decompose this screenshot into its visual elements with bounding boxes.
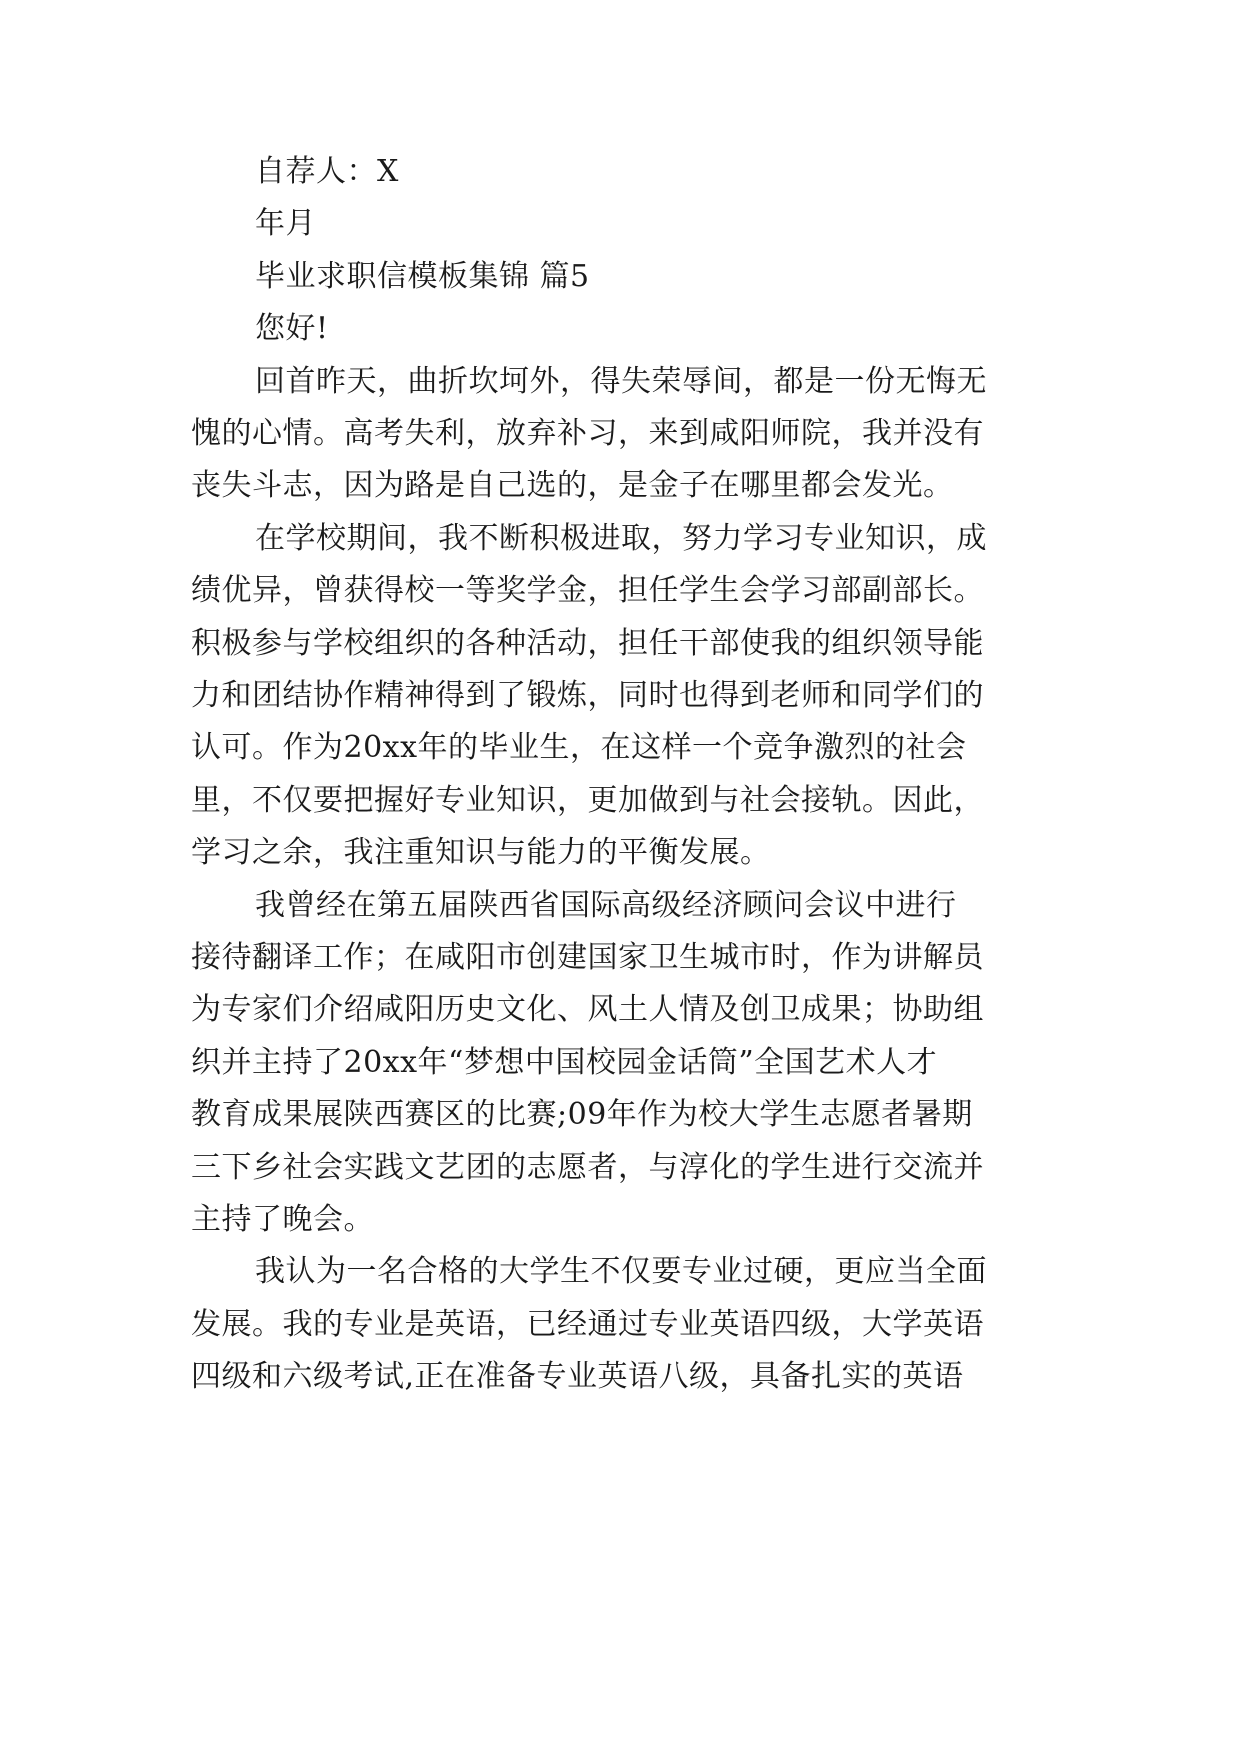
date-line: 年月: [255, 206, 316, 241]
paragraph-line: 回首昨天，曲折坎坷外，得失荣辱间，都是一份无悔无: [255, 364, 987, 399]
section-heading: 毕业求职信模板集锦 篇5: [255, 259, 590, 294]
paragraph-line: 接待翻译工作；在咸阳市创建国家卫生城市时，作为讲解员: [191, 940, 984, 975]
paragraph-line: 我曾经在第五届陕西省国际高级经济顾问会议中进行: [255, 888, 957, 923]
paragraph-line: 学习之余，我注重知识与能力的平衡发展。: [191, 835, 771, 870]
paragraph-line: 在学校期间，我不断积极进取，努力学习专业知识，成: [255, 521, 987, 556]
paragraph-line: 丧失斗志，因为路是自己选的，是金子在哪里都会发光。: [191, 468, 954, 503]
signature-line: 自荐人：X: [255, 154, 399, 189]
paragraph-line: 发展。我的专业是英语，已经通过专业英语四级，大学英语: [191, 1307, 984, 1342]
paragraph-line: 愧的心情。高考失利，放弃补习，来到咸阳师院，我并没有: [191, 416, 984, 451]
paragraph-line: 织并主持了20xx年“梦想中国校园金话筒”全国艺术人才: [191, 1045, 938, 1080]
paragraph-line: 绩优异，曾获得校一等奖学金，担任学生会学习部副部长。: [191, 573, 984, 608]
paragraph-line: 积极参与学校组织的各种活动，担任干部使我的组织领导能: [191, 626, 984, 661]
paragraph-line: 三下乡社会实践文艺团的志愿者，与淳化的学生进行交流并: [191, 1150, 984, 1185]
paragraph-line: 教育成果展陕西赛区的比赛;09年作为校大学生志愿者暑期: [191, 1097, 973, 1132]
paragraph-line: 四级和六级考试,正在准备专业英语八级，具备扎实的英语: [191, 1359, 964, 1394]
greeting-line: 您好!: [255, 311, 329, 346]
paragraph-line: 主持了晚会。: [191, 1202, 374, 1237]
paragraph-line: 力和团结协作精神得到了锻炼，同时也得到老师和同学们的: [191, 678, 984, 713]
paragraph-line: 认可。作为20xx年的毕业生，在这样一个竞争激烈的社会: [191, 730, 967, 765]
paragraph-line: 里，不仅要把握好专业知识，更加做到与社会接轨。因此，: [191, 783, 984, 818]
paragraph-line: 我认为一名合格的大学生不仅要专业过硬，更应当全面: [255, 1254, 987, 1289]
paragraph-line: 为专家们介绍咸阳历史文化、风土人情及创卫成果；协助组: [191, 992, 984, 1027]
